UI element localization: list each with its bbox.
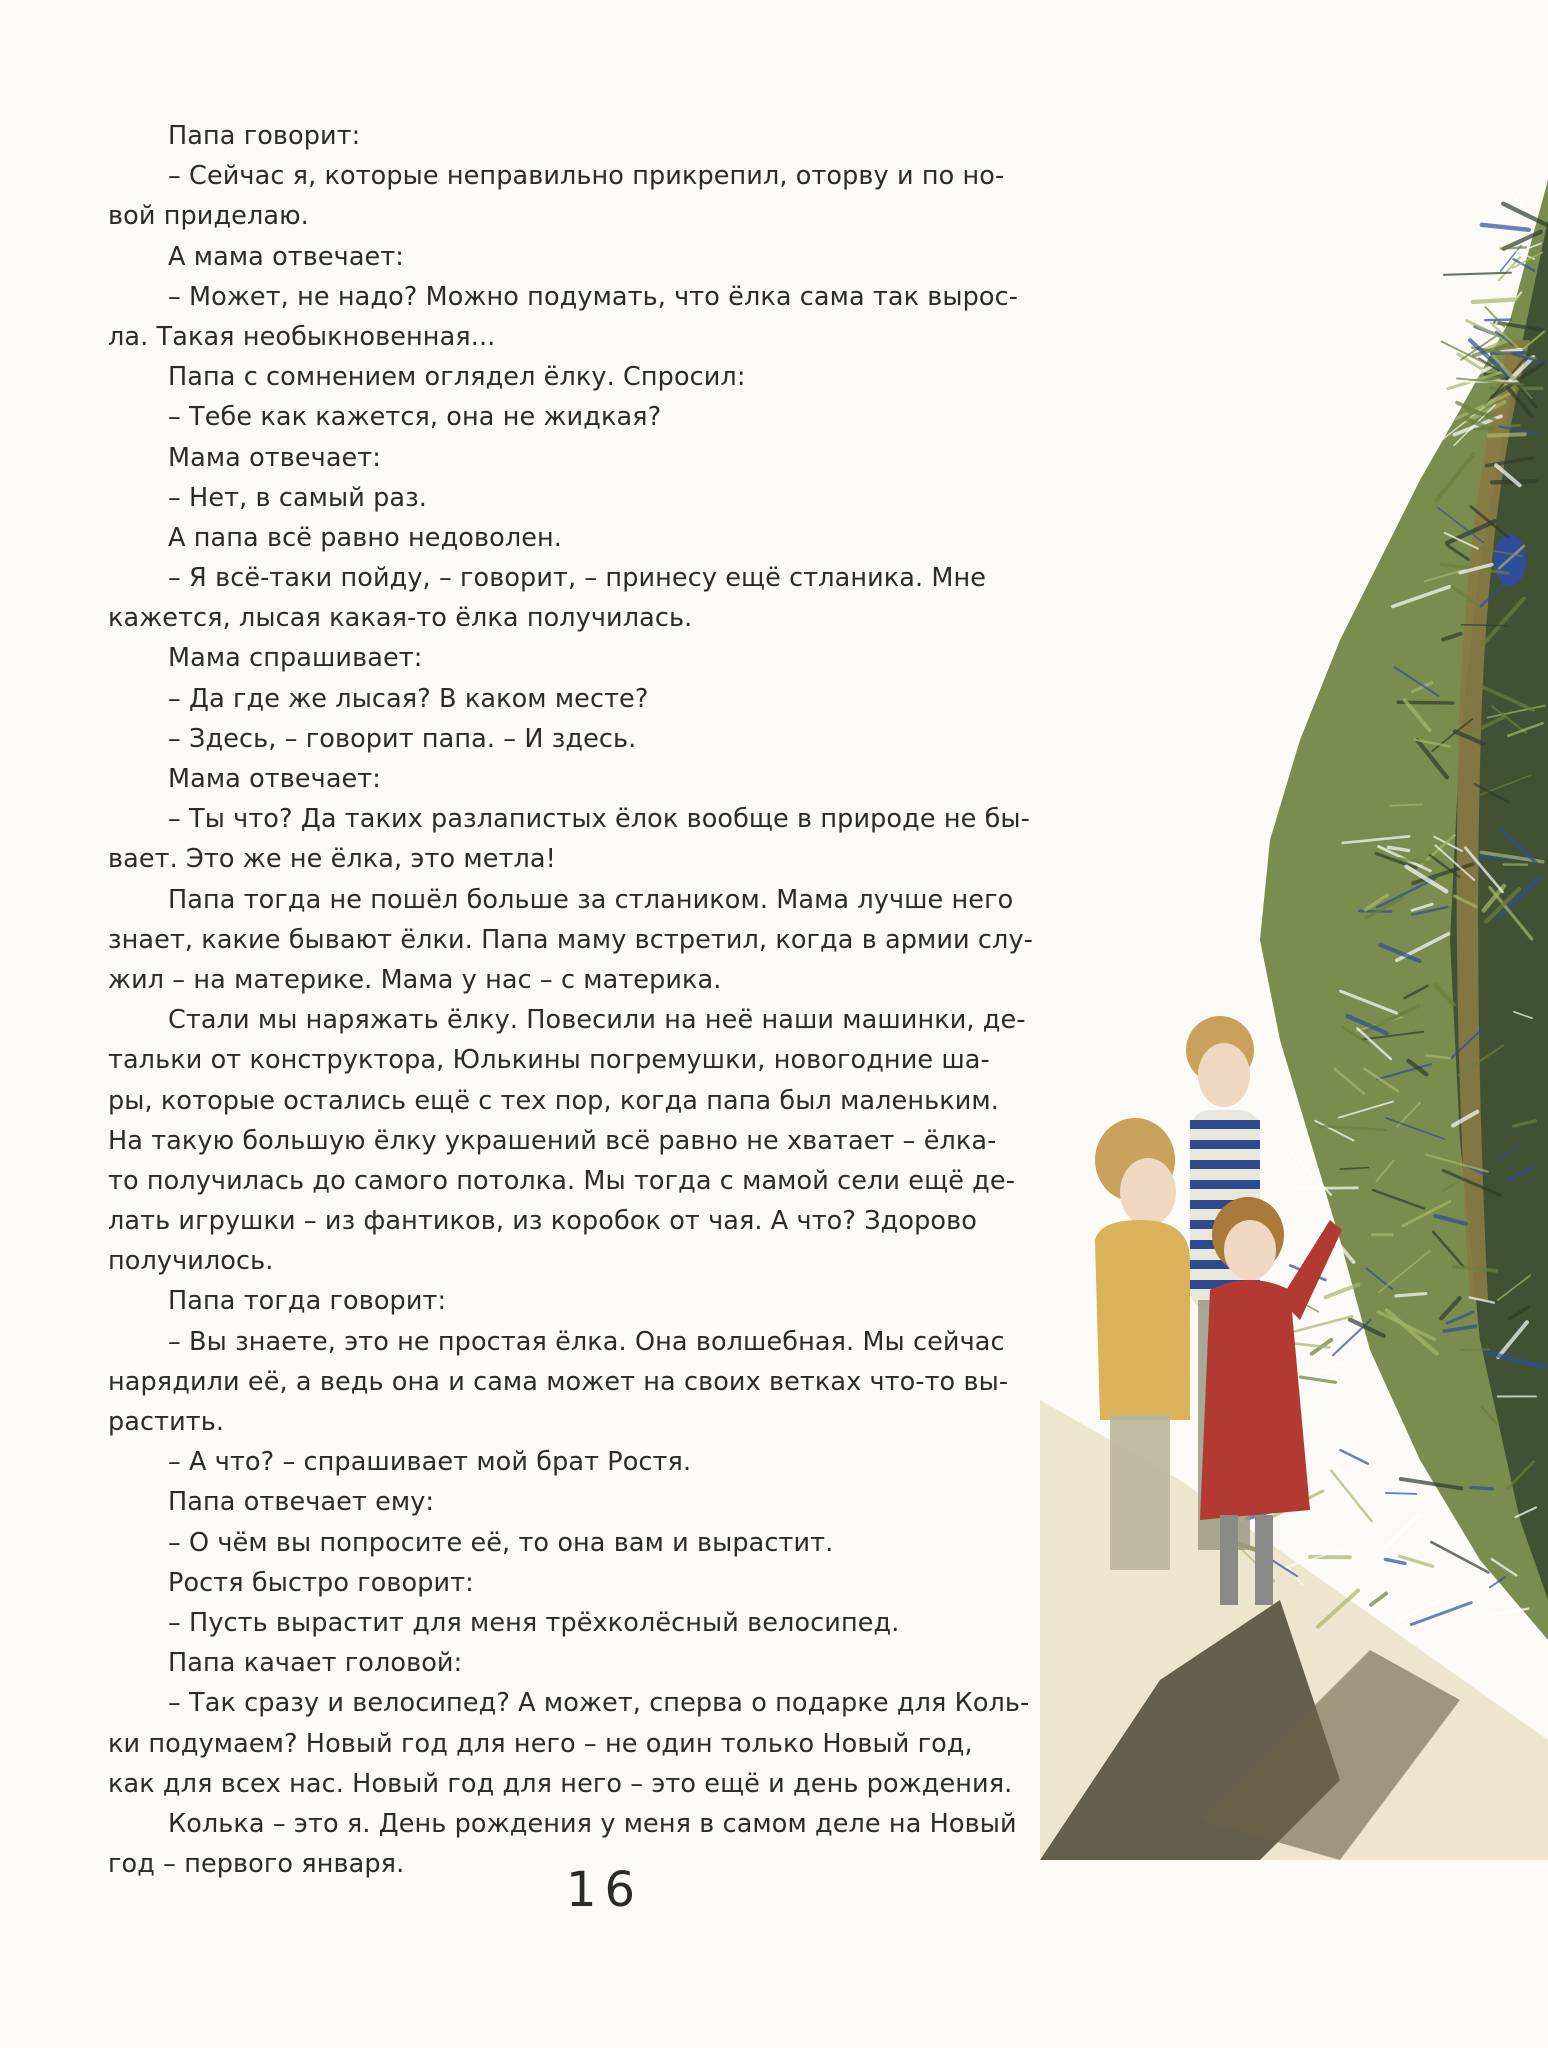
boy-tall-face: [1198, 1043, 1250, 1107]
story-line: ки подумаем? Новый год для него – не один только Новый год,: [108, 1728, 973, 1759]
story-line: получилось.: [108, 1246, 274, 1277]
story-line: ла. Такая необыкновенная...: [108, 321, 496, 352]
boy-small-legs: [1110, 1415, 1170, 1570]
story-line: кажется, лысая какая-то ёлка получилась.: [108, 603, 693, 634]
tree-needle-stroke: [1444, 273, 1511, 275]
tree-needle-stroke: [1411, 1603, 1471, 1625]
story-line: жил – на материке. Мама у нас – с материка.: [108, 964, 722, 995]
story-line: Ростя быстро говорит:: [168, 1567, 474, 1598]
tree-needle-stroke: [1385, 1516, 1417, 1548]
story-line: знает, какие бывают ёлки. Папа маму встретил, когда в армии слу-: [108, 924, 1033, 955]
sweater-stripe: [1190, 1160, 1260, 1169]
christmas-tree-illustration: [1040, 180, 1548, 1860]
story-line: Папа отвечает ему:: [168, 1487, 435, 1518]
story-line: вает. Это же не ёлка, это метла!: [108, 844, 556, 875]
story-line: Стали мы наряжать ёлку. Повесили на неё наши машинки, де-: [168, 1005, 1026, 1036]
tree-needle-stroke: [1331, 1471, 1371, 1522]
story-line: А мама отвечает:: [168, 241, 404, 272]
tree-needle-stroke: [1296, 1188, 1357, 1189]
story-line: Папа с сомнением оглядел ёлку. Спросил:: [168, 362, 746, 393]
story-line: Мама отвечает:: [168, 764, 381, 794]
story-line: – Сейчас я, которые неправильно прикрепил, оторву и по но-: [168, 161, 1005, 192]
story-line: Папа тогда говорит:: [168, 1286, 447, 1317]
story-line: то получилась до самого потолка. Мы тогда с мамой сели ещё де-: [108, 1165, 1016, 1196]
tree-needle-stroke: [1482, 225, 1529, 230]
sweater-stripe: [1190, 1120, 1260, 1129]
story-line: – Тебе как кажется, она не жидкая?: [168, 402, 662, 433]
story-line: – А что? – спрашивает мой брат Ростя.: [168, 1447, 692, 1478]
tree-needle-stroke: [1371, 1594, 1386, 1605]
story-line: – Нет, в самый раз.: [168, 482, 427, 513]
tree-needle-stroke: [1461, 625, 1506, 626]
story-line: А папа всё равно недоволен.: [168, 522, 563, 553]
story-line: ры, которые остались ещё с тех пор, когда папа был маленьким.: [108, 1085, 999, 1116]
girl-raised-arm: [1280, 1220, 1342, 1320]
story-line: растить.: [108, 1407, 225, 1437]
story-line: – Да где же лысая? В каком месте?: [168, 683, 649, 714]
story-line: нарядили её, а ведь она и сама может на своих ветках что-то вы-: [108, 1366, 1009, 1397]
story-line: вой приделаю.: [108, 201, 309, 232]
tree-needle-stroke: [1386, 1559, 1405, 1563]
girl-leg-left: [1220, 1515, 1238, 1605]
girl-leg-right: [1255, 1515, 1273, 1605]
girl: [1200, 1197, 1342, 1605]
tree-needle-stroke: [1386, 1493, 1416, 1494]
story-line: Мама спрашивает:: [168, 643, 423, 674]
story-line: лать игрушки – из фантиков, из коробок от чая. А что? Здорово: [108, 1206, 977, 1237]
story-line: Папа тогда не пошёл больше за стлаником. Мама лучше него: [168, 884, 1014, 915]
story-line: Папа говорит:: [168, 121, 361, 151]
story-line: – Так сразу и велосипед? А может, сперва о подарке для Коль-: [168, 1688, 1030, 1719]
story-text: [108, 116, 1033, 1884]
tree-needle-stroke: [1485, 1609, 1528, 1616]
tree-needle-stroke: [1473, 299, 1516, 302]
story-line: – Здесь, – говорит папа. – И здесь.: [168, 723, 637, 754]
story-line: тальки от конструктора, Юлькины погремушки, новогодние ша-: [108, 1045, 990, 1076]
story-line: – Вы знаете, это не простая ёлка. Она волшебная. Мы сейчас: [168, 1326, 1005, 1357]
girl-face: [1224, 1220, 1276, 1280]
story-line: год – первого января.: [108, 1849, 405, 1880]
tree-needle-stroke: [1333, 1320, 1370, 1355]
tree-needle-stroke: [1501, 247, 1526, 248]
tree-needle-stroke: [1301, 1377, 1336, 1382]
story-line: – Я всё-таки пойду, – говорит, – принесу ещё стланика. Мне: [168, 563, 987, 594]
story-line: Колька – это я. День рождения у меня в самом деле на Новый: [168, 1808, 1017, 1839]
tree-needle-stroke: [1471, 1488, 1492, 1489]
story-line: как для всех нас. Новый год для него – это ещё и день рождения.: [108, 1768, 1013, 1799]
story-line: Папа качает головой:: [168, 1648, 463, 1679]
story-line: Мама отвечает:: [168, 442, 381, 473]
girl-coat: [1200, 1280, 1310, 1520]
tree-needle-stroke: [1489, 434, 1525, 435]
story-line: – Может, не надо? Можно подумать, что ёлка сама так вырос-: [168, 281, 1019, 312]
boy-small-sweater: [1095, 1220, 1190, 1420]
tree-needle-stroke: [1326, 1284, 1359, 1297]
boy-small-face: [1120, 1158, 1176, 1226]
story-line: – Пусть вырастит для меня трёхколёсный велосипед.: [168, 1607, 900, 1638]
story-line: – О чём вы попросите её, то она вам и вырастит.: [168, 1527, 834, 1558]
tree-needle-stroke: [1329, 1464, 1345, 1475]
sweater-stripe: [1190, 1140, 1260, 1149]
tree-needle-stroke: [1288, 1316, 1353, 1333]
tree-needle-stroke: [1399, 1600, 1443, 1621]
tree-needle-stroke: [1390, 804, 1422, 805]
page-number: 16: [566, 1862, 644, 1918]
tree-needle-stroke: [1341, 1450, 1368, 1464]
sweater-stripe: [1190, 1180, 1260, 1189]
story-line: – Ты что? Да таких разлапистых ёлок вообще в природе не бы-: [168, 804, 1030, 835]
story-line: На такую большую ёлку украшений всё равно не хватает – ёлка-: [108, 1125, 997, 1156]
tree-needle-stroke: [1323, 1363, 1342, 1373]
